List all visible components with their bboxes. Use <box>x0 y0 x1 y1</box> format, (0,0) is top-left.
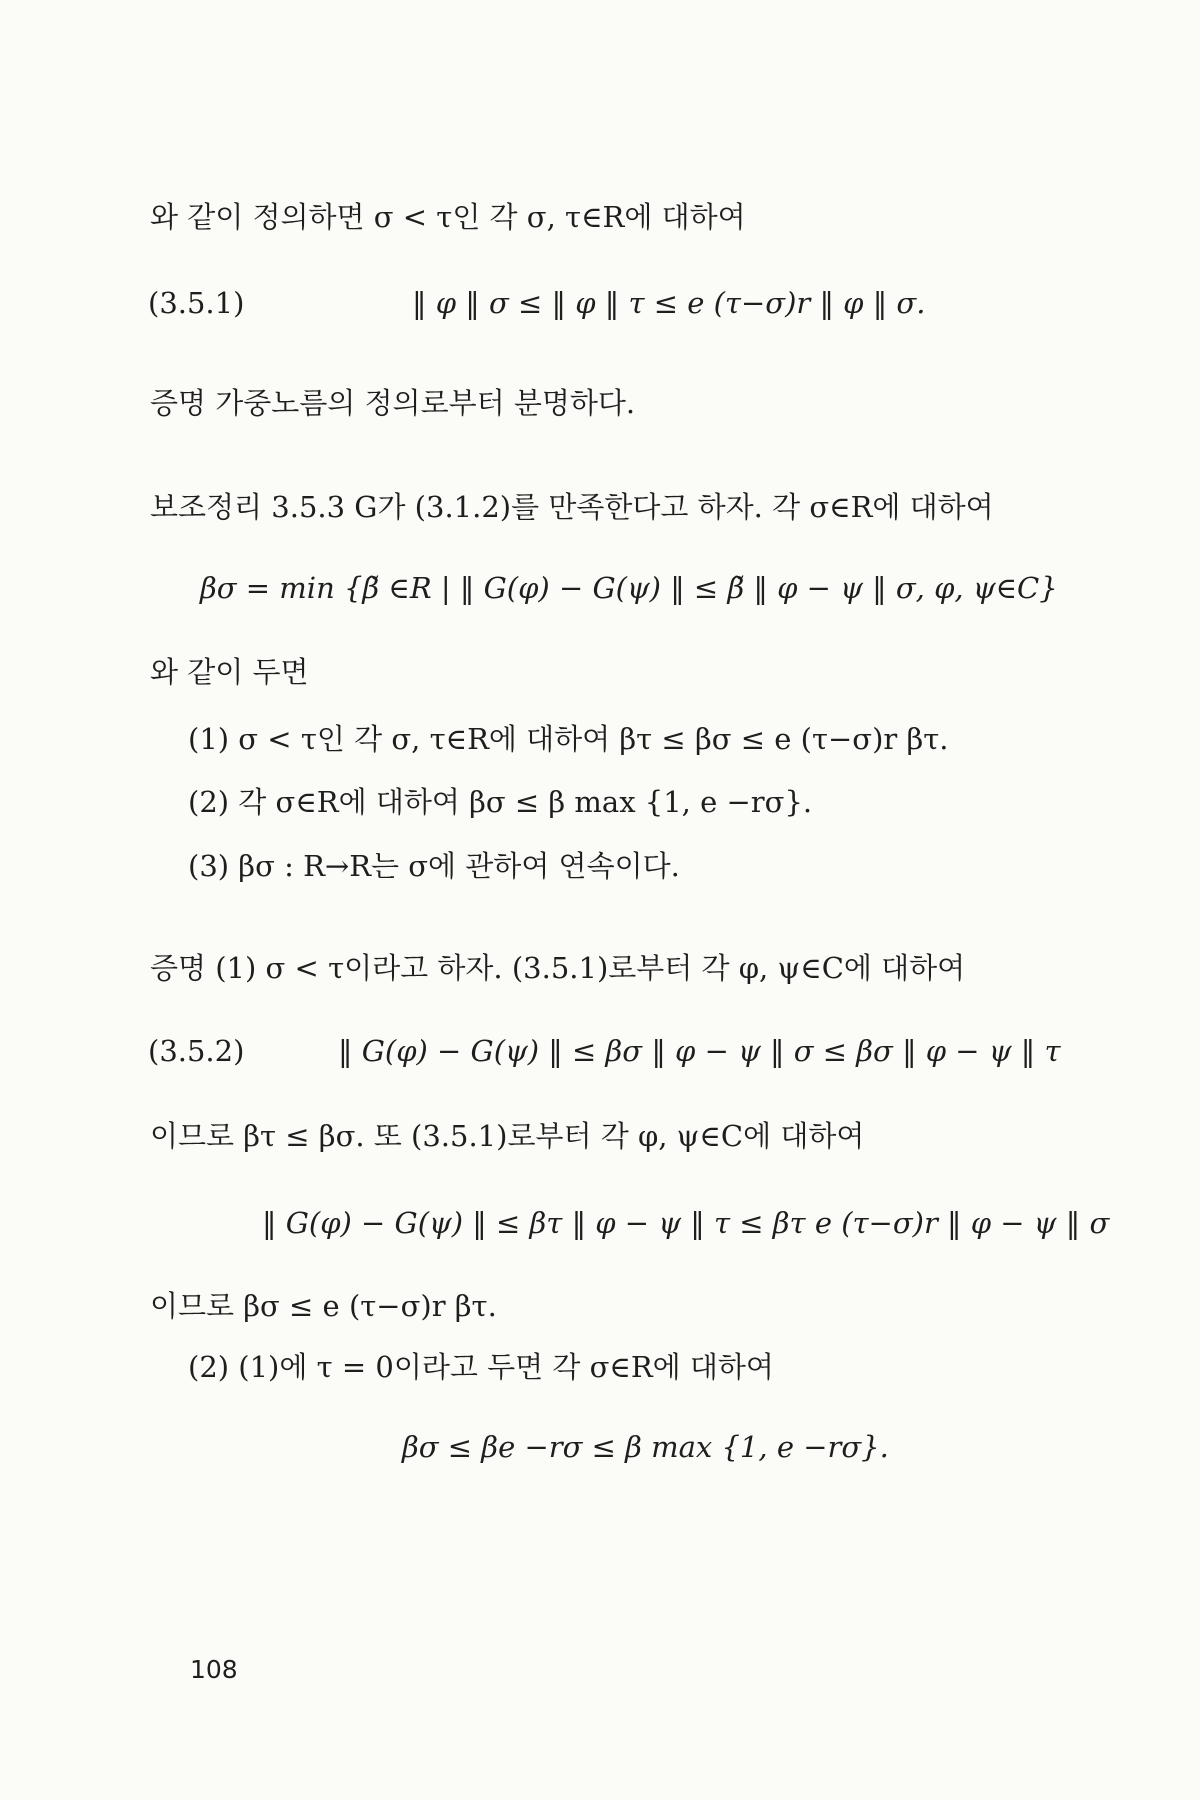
lemma-3-5-3-statement: 보조정리 3.5.3 G가 (3.1.2)를 만족한다고 하자. 각 σ∈R에 대하여 <box>150 490 994 524</box>
page-number: 108 <box>190 1655 238 1684</box>
equation-3-5-1: ‖ φ ‖ σ ≤ ‖ φ ‖ τ ≤ e (τ−σ)r ‖ φ ‖ σ. <box>412 286 926 320</box>
inequality-line: ‖ G(φ) − G(ψ) ‖ ≤ βτ ‖ φ − ψ ‖ τ ≤ βτ e (τ−σ)r ‖ φ − ψ ‖ σ <box>262 1206 1110 1240</box>
lemma-item-2: (2) 각 σ∈R에 대하여 βσ ≤ β max {1, e −rσ}. <box>188 785 813 819</box>
proof-line-4: 이므로 βσ ≤ e (τ−σ)r βτ. <box>150 1289 497 1323</box>
lemma-item-1: (1) σ < τ인 각 σ, τ∈R에 대하여 βτ ≤ βσ ≤ e (τ−σ)r βτ. <box>188 722 949 756</box>
equation-3-5-2: ‖ G(φ) − G(ψ) ‖ ≤ βσ ‖ φ − ψ ‖ σ ≤ βσ ‖ φ − ψ ‖ τ <box>338 1034 1061 1068</box>
text-line-1: 와 같이 정의하면 σ < τ인 각 σ, τ∈R에 대하여 <box>150 200 746 234</box>
beta-sigma-definition: βσ = min {β̃ ∈R | ‖ G(φ) − G(ψ) ‖ ≤ β̃ ‖ φ − ψ ‖ σ, φ, ψ∈C} <box>200 571 1058 605</box>
proof-line-3: 이므로 βτ ≤ βσ. 또 (3.5.1)로부터 각 φ, ψ∈C에 대하여 <box>150 1119 865 1153</box>
proof-item-2: (2) (1)에 τ = 0이라고 두면 각 σ∈R에 대하여 <box>188 1350 774 1384</box>
proof-line-2: 증명 (1) σ < τ이라고 하자. (3.5.1)로부터 각 φ, ψ∈C에 대하여 <box>150 951 966 985</box>
final-inequality: βσ ≤ βe −rσ ≤ β max {1, e −rσ}. <box>402 1430 889 1464</box>
lemma-item-3: (3) βσ : R→R는 σ에 관하여 연속이다. <box>188 849 680 883</box>
equation-number-3-5-2: (3.5.2) <box>148 1034 245 1068</box>
text-line-2: 와 같이 두면 <box>150 655 309 689</box>
proof-line-1: 증명 가중노름의 정의로부터 분명하다. <box>150 386 636 420</box>
equation-number-3-5-1: (3.5.1) <box>148 286 245 320</box>
